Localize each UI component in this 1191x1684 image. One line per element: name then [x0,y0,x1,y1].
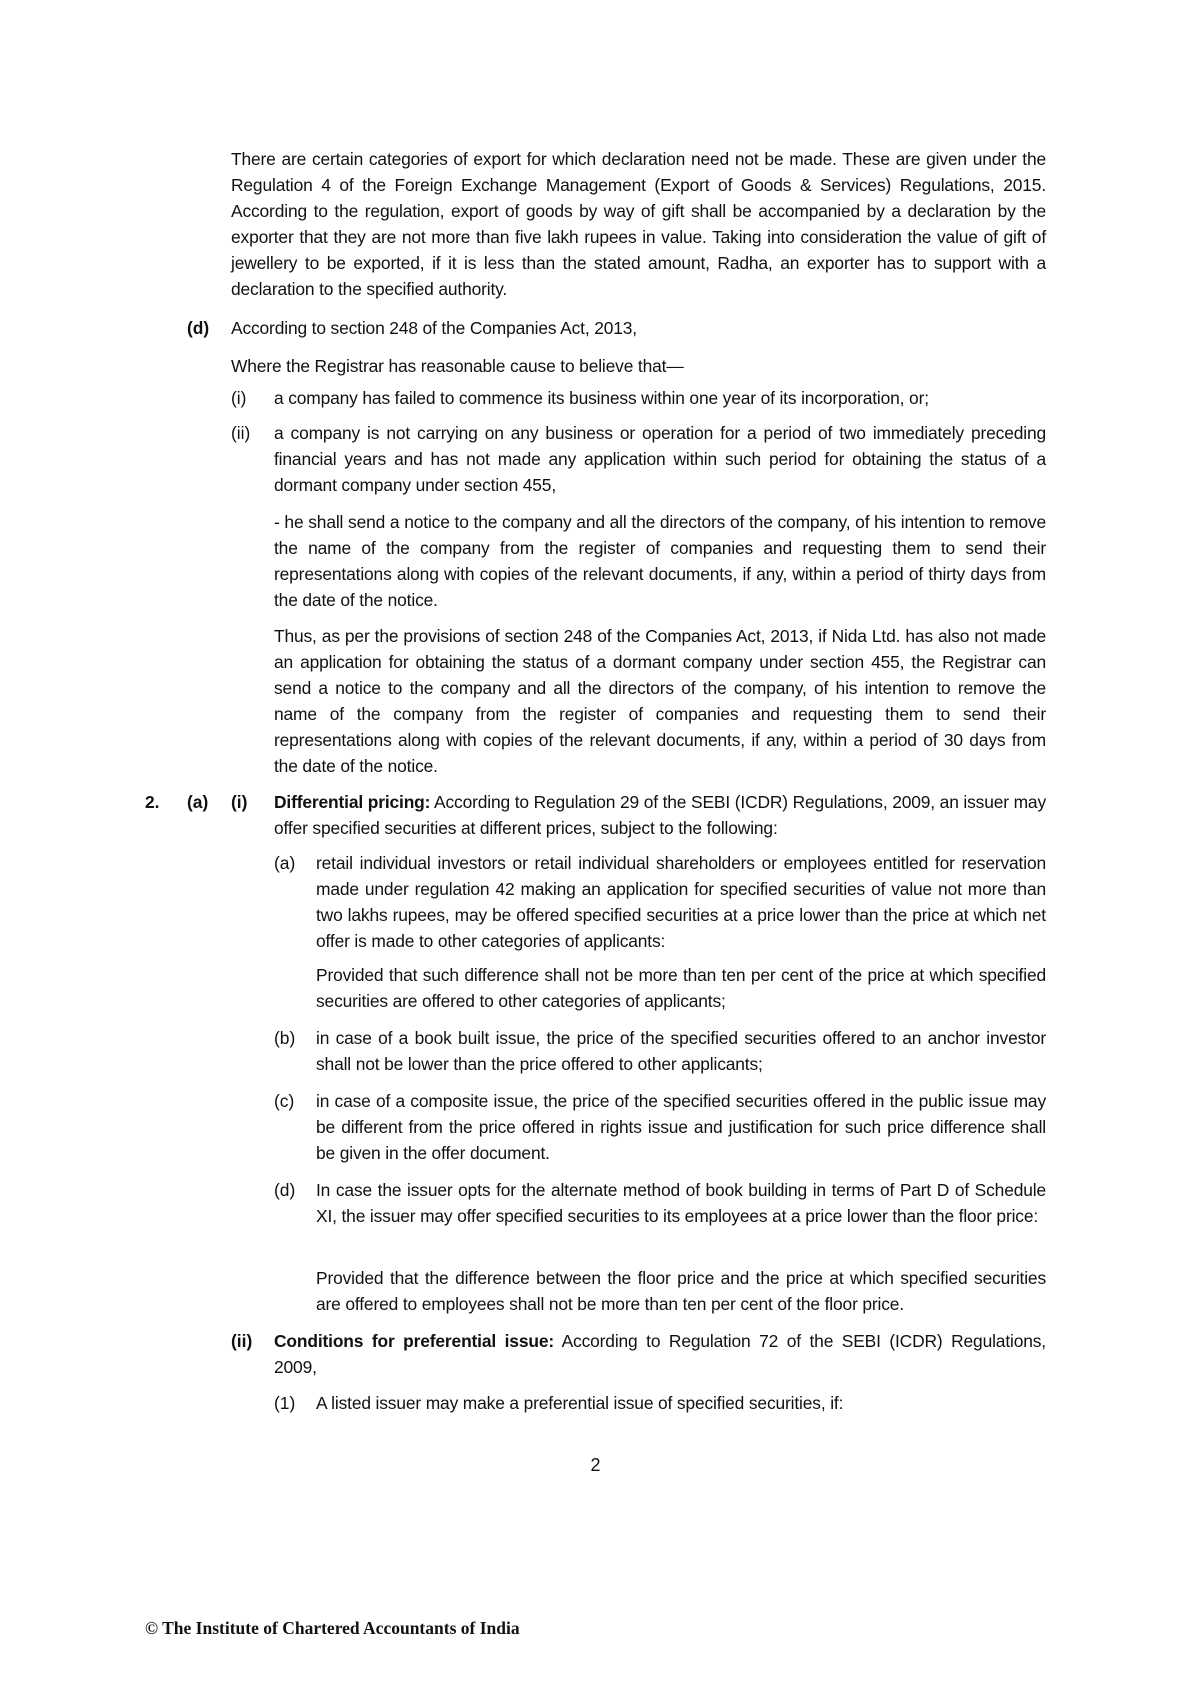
q2-a-i-label: (i) [231,792,248,812]
sub-a-proviso [316,962,1046,1014]
sub-c-text: in case of a composite issue, the price of the specified securities offered in the public issue may be different from the price offered in rights issue and justification for such price difference shall be given in the offer document. [316,1091,1046,1163]
sub-a-label: (a) [274,853,296,873]
item-d-conclusion [274,623,1046,779]
intro-paragraph [231,146,1046,302]
q2-a-ii [274,1328,1046,1380]
q2-a-i-body: According to Regulation 29 of the SEBI (ICDR) Regulations, 2009, an issuer may offer specified securities at different prices, subject to the following: [274,792,1046,838]
item-d-line1-text: According to section 248 of the Companies Act, 2013, [231,318,637,338]
differential-pricing-heading: Differential pricing: [274,792,431,812]
item-d-ii-label: (ii) [231,423,251,443]
sub-1-label: (1) [274,1393,296,1413]
q2-a-i [274,789,1046,841]
item-d-line1 [231,315,1046,341]
item-d-i [274,385,1046,411]
sub-d-proviso [316,1265,1046,1317]
sub-a [316,850,1046,954]
preferential-issue-heading: Conditions for preferential issue: [274,1331,554,1351]
q2-a-ii-label: (ii) [231,1331,253,1351]
page-number: 2 [590,1455,601,1475]
item-d-conclusion-text: Thus, as per the provisions of section 248 of the Companies Act, 2013, if Nida Ltd. has also not made an application for obtaining the status of a dormant company under section 455, the Registrar can send a notice to the company and all the directors of the company, of his intention to remove the name of the company from the register of companies and requesting them to send their representations along with copies of the relevant documents, if any, within a period of 30 days from the date of the notice. [274,626,1046,776]
sub-c-label: (c) [274,1091,295,1111]
item-d-notice [274,509,1046,613]
q2-a-ii-body: According to Regulation 72 of the SEBI (ICDR) Regulations, 2009, [274,1331,1046,1377]
q2-a-i-text [274,789,1046,841]
sub-b-label: (b) [274,1028,296,1048]
sub-d [316,1177,1046,1229]
footer-copyright: © The Institute of Chartered Accountants of India [145,1618,520,1638]
item-d-line2-text: Where the Registrar has reasonable cause to believe that— [231,356,684,376]
q2-a-label: (a) [187,792,209,812]
q2-a-ii-text [274,1328,1046,1380]
item-d-notice-text: - he shall send a notice to the company and all the directors of the company, of his intention to remove the name of the company from the register of companies and requesting them to send their representations along with copies of the relevant documents, if any, within a period of thirty days from the date of the notice. [274,512,1046,610]
intro-text: There are certain categories of export for which declaration need not be made. These are given under the Regulation 4 of the Foreign Exchange Management (Export of Goods & Services) Regulations, 2015. According to the regulation, export of goods by way of gift shall be accompanied by a declaration by the exporter that they are not more than five lakh rupees in value. Taking into consideration the value of gift of jewellery to be exported, if it is less than the stated amount, Radha, an exporter has to support with a declaration to the specified authority. [231,149,1046,299]
sub-a-proviso-text: Provided that such difference shall not be more than ten per cent of the price at which specified securities are offered to other categories of applicants; [316,965,1046,1011]
item-d-i-label: (i) [231,388,247,408]
sub-b-text: in case of a book built issue, the price of the specified securities offered to an anchor investor shall not be lower than the price offered to other applicants; [316,1028,1046,1074]
sub-d-label: (d) [274,1180,296,1200]
sub-1 [316,1390,1046,1416]
sub-b [316,1025,1046,1077]
sub-c [316,1088,1046,1166]
item-d-i-text: a company has failed to commence its business within one year of its incorporation, or; [274,388,929,408]
item-d-line2 [231,353,1046,379]
sub-a-text: retail individual investors or retail individual shareholders or employees entitled for reservation made under regulation 42 making an application for specified securities of value not more than two lakhs rupees, may be offered specified securities at a price lower than the price at which net offer is made to other categories of applicants: [316,853,1046,951]
item-d-label: (d) [187,318,210,338]
sub-1-text: A listed issuer may make a preferential issue of specified securities, if: [316,1393,844,1413]
item-d-ii [274,420,1046,498]
sub-d-proviso-text: Provided that the difference between the floor price and the price at which specified securities are offered to employees shall not be more than ten per cent of the floor price. [316,1268,1046,1314]
question-number: 2. [145,792,160,812]
sub-d-text: In case the issuer opts for the alternate method of book building in terms of Part D of Schedule XI, the issuer may offer specified securities to its employees at a price lower than the floor price: [316,1180,1046,1226]
item-d-ii-text: a company is not carrying on any business or operation for a period of two immediately preceding financial years and has not made any application within such period for obtaining the status of a dormant company under section 455, [274,423,1046,495]
